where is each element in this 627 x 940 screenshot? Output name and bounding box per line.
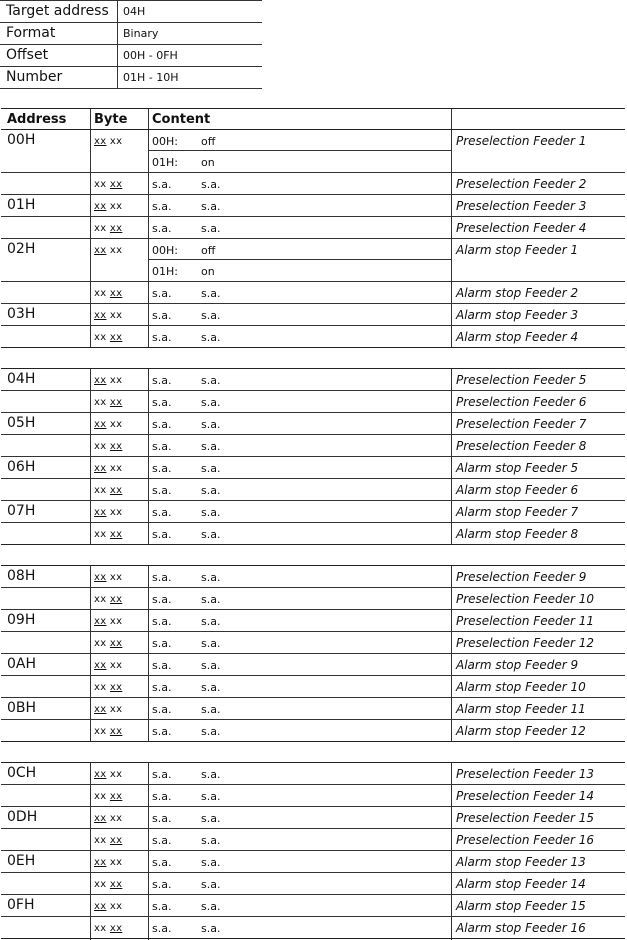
address-group xyxy=(1,130,625,348)
address-block xyxy=(1,894,625,938)
info-value: 01H - 10H xyxy=(123,71,179,84)
content-value-cell: s.a. xyxy=(152,200,172,213)
info-value: 04H xyxy=(123,5,146,18)
byte-high: xx xyxy=(109,660,123,671)
content-meaning-cell: s.a. xyxy=(201,418,221,431)
content-meaning-cell: s.a. xyxy=(201,681,221,694)
description-cell: Preselection Feeder 7 xyxy=(456,417,587,431)
table-row xyxy=(1,173,625,194)
byte-cell xyxy=(94,223,122,234)
byte-cell xyxy=(94,441,122,452)
byte-high: xx xyxy=(109,529,123,540)
description-cell: Alarm stop Feeder 16 xyxy=(456,921,586,935)
byte-low: xx xyxy=(94,923,107,934)
content-meaning-cell: s.a. xyxy=(201,331,221,344)
table-row xyxy=(1,260,625,282)
byte-low: xx xyxy=(94,223,107,234)
byte-cell xyxy=(94,245,122,256)
content-value-cell: s.a. xyxy=(152,331,172,344)
description-cell: Alarm stop Feeder 3 xyxy=(456,308,579,322)
description-cell: Preselection Feeder 13 xyxy=(456,767,594,781)
description-cell: Alarm stop Feeder 11 xyxy=(456,702,586,716)
byte-low: xx xyxy=(94,835,107,846)
byte-high: xx xyxy=(109,791,123,802)
address-group xyxy=(1,566,625,742)
description-cell: Preselection Feeder 9 xyxy=(456,570,587,584)
content-value-cell: s.a. xyxy=(152,506,172,519)
byte-cell xyxy=(94,791,122,802)
content-value-cell: 01H: xyxy=(152,265,178,278)
content-meaning-cell: s.a. xyxy=(201,659,221,672)
content-value-cell: 00H: xyxy=(152,135,178,148)
byte-low: xx xyxy=(94,245,107,256)
table-row xyxy=(1,479,625,500)
byte-low: xx xyxy=(94,375,107,386)
address-cell: 0AH xyxy=(7,656,37,672)
byte-cell xyxy=(94,726,122,737)
content-value-cell: s.a. xyxy=(152,484,172,497)
content-value-cell: s.a. xyxy=(152,396,172,409)
address-block xyxy=(1,303,625,347)
group-spacer xyxy=(1,742,625,763)
byte-low: xx xyxy=(94,441,107,452)
content-value-cell: s.a. xyxy=(152,593,172,606)
byte-cell xyxy=(94,923,122,934)
byte-low: xx xyxy=(94,594,107,605)
content-meaning-cell: s.a. xyxy=(201,506,221,519)
content-value-cell: s.a. xyxy=(152,178,172,191)
byte-cell xyxy=(94,136,122,147)
address-cell: 0FH xyxy=(7,897,35,913)
byte-cell xyxy=(94,682,122,693)
table-row xyxy=(1,566,625,588)
info-value: Binary xyxy=(123,27,159,40)
byte-low: xx xyxy=(94,572,107,583)
table-row xyxy=(1,588,625,609)
address-cell: 0DH xyxy=(7,809,38,825)
content-meaning-cell: s.a. xyxy=(201,178,221,191)
content-meaning-cell: s.a. xyxy=(201,374,221,387)
content-meaning-cell: s.a. xyxy=(201,812,221,825)
description-cell: Preselection Feeder 5 xyxy=(456,373,587,387)
byte-low: xx xyxy=(94,682,107,693)
byte-high: xx xyxy=(109,288,123,299)
byte-high: xx xyxy=(109,332,123,343)
description-cell: Preselection Feeder 14 xyxy=(456,789,594,803)
content-meaning-cell: s.a. xyxy=(201,725,221,738)
byte-cell xyxy=(94,397,122,408)
byte-low: xx xyxy=(94,616,107,627)
content-meaning-cell: s.a. xyxy=(201,790,221,803)
content-value-cell: s.a. xyxy=(152,287,172,300)
byte-high: xx xyxy=(109,201,123,212)
info-row-format xyxy=(0,23,262,45)
description-cell: Preselection Feeder 8 xyxy=(456,439,587,453)
byte-cell xyxy=(94,507,122,518)
content-value-cell: s.a. xyxy=(152,768,172,781)
description-cell: Alarm stop Feeder 2 xyxy=(456,286,579,300)
byte-cell xyxy=(94,485,122,496)
byte-low: xx xyxy=(94,310,107,321)
address-cell: 0EH xyxy=(7,853,36,869)
byte-cell xyxy=(94,463,122,474)
content-meaning-cell: on xyxy=(201,265,215,278)
byte-cell xyxy=(94,288,122,299)
info-value: 00H - 0FH xyxy=(123,49,178,62)
description-cell: Preselection Feeder 6 xyxy=(456,395,587,409)
byte-high: xx xyxy=(109,857,123,868)
byte-high: xx xyxy=(109,879,123,890)
table-row xyxy=(1,457,625,479)
table-row xyxy=(1,435,625,456)
content-meaning-cell: off xyxy=(201,244,216,257)
byte-cell xyxy=(94,813,122,824)
byte-low: xx xyxy=(94,201,107,212)
address-block xyxy=(1,697,625,741)
byte-low: xx xyxy=(94,463,107,474)
byte-cell xyxy=(94,835,122,846)
address-cell: 08H xyxy=(7,568,36,584)
description-cell: Alarm stop Feeder 9 xyxy=(456,658,579,672)
byte-high: xx xyxy=(109,616,123,627)
table-row xyxy=(1,151,625,173)
byte-cell xyxy=(94,857,122,868)
byte-low: xx xyxy=(94,397,107,408)
byte-low: xx xyxy=(94,901,107,912)
content-value-cell: s.a. xyxy=(152,462,172,475)
byte-high: xx xyxy=(109,419,123,430)
byte-cell xyxy=(94,660,122,671)
byte-cell xyxy=(94,332,122,343)
content-value-cell: s.a. xyxy=(152,637,172,650)
byte-low: xx xyxy=(94,507,107,518)
description-cell: Preselection Feeder 11 xyxy=(456,614,594,628)
address-block xyxy=(1,806,625,850)
byte-low: xx xyxy=(94,791,107,802)
content-meaning-cell: s.a. xyxy=(201,878,221,891)
info-key: Number xyxy=(6,69,63,85)
byte-high: xx xyxy=(109,397,123,408)
address-group xyxy=(1,763,625,939)
content-meaning-cell: s.a. xyxy=(201,703,221,716)
byte-cell xyxy=(94,769,122,780)
table-row xyxy=(1,130,625,151)
group-spacer xyxy=(1,545,625,566)
group-spacer xyxy=(1,348,625,369)
address-block xyxy=(1,369,625,412)
table-row xyxy=(1,610,625,632)
byte-cell xyxy=(94,879,122,890)
content-meaning-cell: s.a. xyxy=(201,637,221,650)
description-cell: Preselection Feeder 15 xyxy=(456,811,594,825)
table-row xyxy=(1,720,625,741)
byte-low: xx xyxy=(94,879,107,890)
description-cell: Preselection Feeder 3 xyxy=(456,199,587,213)
byte-high: xx xyxy=(109,463,123,474)
byte-high: xx xyxy=(109,310,123,321)
byte-high: xx xyxy=(109,835,123,846)
table-row xyxy=(1,654,625,676)
description-cell: Alarm stop Feeder 6 xyxy=(456,483,579,497)
header-content: Content xyxy=(152,112,211,127)
content-meaning-cell: s.a. xyxy=(201,462,221,475)
description-cell: Preselection Feeder 1 xyxy=(456,134,587,148)
byte-low: xx xyxy=(94,332,107,343)
address-cell: 01H xyxy=(7,197,36,213)
description-cell: Preselection Feeder 12 xyxy=(456,636,594,650)
content-meaning-cell: s.a. xyxy=(201,309,221,322)
byte-low: xx xyxy=(94,726,107,737)
byte-cell xyxy=(94,704,122,715)
table-row xyxy=(1,217,625,238)
byte-low: xx xyxy=(94,288,107,299)
byte-high: xx xyxy=(109,813,123,824)
byte-high: xx xyxy=(109,485,123,496)
byte-low: xx xyxy=(94,660,107,671)
address-block xyxy=(1,238,625,303)
byte-high: xx xyxy=(109,572,123,583)
byte-high: xx xyxy=(109,923,123,934)
byte-high: xx xyxy=(109,769,123,780)
content-value-cell: s.a. xyxy=(152,615,172,628)
description-cell: Alarm stop Feeder 1 xyxy=(456,243,579,257)
byte-high: xx xyxy=(109,245,123,256)
address-cell: 09H xyxy=(7,612,36,628)
content-meaning-cell: s.a. xyxy=(201,834,221,847)
register-table xyxy=(1,108,625,939)
address-block xyxy=(1,609,625,653)
address-cell: 02H xyxy=(7,241,36,257)
table-row xyxy=(1,413,625,435)
byte-low: xx xyxy=(94,136,107,147)
description-cell: Alarm stop Feeder 12 xyxy=(456,724,586,738)
byte-high: xx xyxy=(109,441,123,452)
description-cell: Preselection Feeder 16 xyxy=(456,833,594,847)
table-row xyxy=(1,873,625,894)
byte-cell xyxy=(94,419,122,430)
content-value-cell: s.a. xyxy=(152,878,172,891)
content-meaning-cell: s.a. xyxy=(201,768,221,781)
content-value-cell: s.a. xyxy=(152,703,172,716)
table-row xyxy=(1,829,625,850)
content-meaning-cell: s.a. xyxy=(201,200,221,213)
address-cell: 0BH xyxy=(7,700,37,716)
content-value-cell: s.a. xyxy=(152,856,172,869)
table-row xyxy=(1,698,625,720)
byte-cell xyxy=(94,901,122,912)
byte-high: xx xyxy=(109,594,123,605)
table-row xyxy=(1,785,625,806)
content-meaning-cell: s.a. xyxy=(201,856,221,869)
address-block xyxy=(1,653,625,697)
table-row xyxy=(1,523,625,544)
byte-cell xyxy=(94,638,122,649)
content-value-cell: s.a. xyxy=(152,528,172,541)
byte-low: xx xyxy=(94,704,107,715)
table-row xyxy=(1,282,625,303)
table-row xyxy=(1,917,625,938)
byte-high: xx xyxy=(109,179,123,190)
byte-high: xx xyxy=(109,136,123,147)
table-row xyxy=(1,239,625,260)
content-value-cell: s.a. xyxy=(152,571,172,584)
byte-high: xx xyxy=(109,704,123,715)
description-cell: Alarm stop Feeder 7 xyxy=(456,505,579,519)
address-cell: 04H xyxy=(7,371,36,387)
byte-low: xx xyxy=(94,529,107,540)
table-header xyxy=(1,108,625,130)
table-row xyxy=(1,391,625,412)
content-value-cell: s.a. xyxy=(152,374,172,387)
address-cell: 06H xyxy=(7,459,36,475)
address-cell: 00H xyxy=(7,132,36,148)
info-key: Offset xyxy=(6,47,49,63)
byte-low: xx xyxy=(94,485,107,496)
byte-high: xx xyxy=(109,507,123,518)
table-row xyxy=(1,326,625,347)
table-row xyxy=(1,304,625,326)
description-cell: Preselection Feeder 2 xyxy=(456,177,587,191)
description-cell: Alarm stop Feeder 14 xyxy=(456,877,586,891)
byte-low: xx xyxy=(94,179,107,190)
info-key: Target address xyxy=(6,3,109,19)
address-block xyxy=(1,194,625,238)
table-row xyxy=(1,676,625,697)
description-cell: Alarm stop Feeder 10 xyxy=(456,680,586,694)
content-value-cell: s.a. xyxy=(152,659,172,672)
description-cell: Alarm stop Feeder 13 xyxy=(456,855,586,869)
content-value-cell: s.a. xyxy=(152,725,172,738)
table-row xyxy=(1,369,625,391)
byte-high: xx xyxy=(109,638,123,649)
address-cell: 07H xyxy=(7,503,36,519)
content-meaning-cell: s.a. xyxy=(201,440,221,453)
address-block xyxy=(1,456,625,500)
table-row xyxy=(1,807,625,829)
content-meaning-cell: on xyxy=(201,156,215,169)
description-cell: Preselection Feeder 4 xyxy=(456,221,587,235)
content-value-cell: s.a. xyxy=(152,222,172,235)
byte-low: xx xyxy=(94,638,107,649)
byte-cell xyxy=(94,310,122,321)
content-value-cell: s.a. xyxy=(152,418,172,431)
header-byte: Byte xyxy=(94,112,128,127)
table-row xyxy=(1,195,625,217)
content-meaning-cell: s.a. xyxy=(201,593,221,606)
content-value-cell: s.a. xyxy=(152,440,172,453)
info-row-number xyxy=(0,67,262,89)
content-value-cell: s.a. xyxy=(152,922,172,935)
info-key: Format xyxy=(6,25,56,41)
description-cell: Alarm stop Feeder 4 xyxy=(456,330,579,344)
byte-high: xx xyxy=(109,223,123,234)
content-value-cell: s.a. xyxy=(152,681,172,694)
byte-cell xyxy=(94,179,122,190)
byte-cell xyxy=(94,529,122,540)
content-meaning-cell: s.a. xyxy=(201,528,221,541)
byte-low: xx xyxy=(94,769,107,780)
address-block xyxy=(1,850,625,894)
byte-low: xx xyxy=(94,419,107,430)
content-meaning-cell: s.a. xyxy=(201,484,221,497)
content-meaning-cell: s.a. xyxy=(201,396,221,409)
content-value-cell: s.a. xyxy=(152,790,172,803)
address-cell: 05H xyxy=(7,415,36,431)
address-cell: 03H xyxy=(7,306,36,322)
content-meaning-cell: s.a. xyxy=(201,571,221,584)
table-row xyxy=(1,851,625,873)
byte-cell xyxy=(94,594,122,605)
byte-cell xyxy=(94,201,122,212)
address-block xyxy=(1,566,625,609)
content-value-cell: s.a. xyxy=(152,900,172,913)
content-meaning-cell: s.a. xyxy=(201,287,221,300)
byte-high: xx xyxy=(109,375,123,386)
address-group xyxy=(1,369,625,545)
byte-high: xx xyxy=(109,726,123,737)
description-cell: Alarm stop Feeder 5 xyxy=(456,461,579,475)
byte-high: xx xyxy=(109,901,123,912)
table-row xyxy=(1,895,625,917)
content-meaning-cell: off xyxy=(201,135,216,148)
address-block xyxy=(1,763,625,806)
byte-cell xyxy=(94,616,122,627)
address-block xyxy=(1,412,625,456)
header-address: Address xyxy=(7,112,67,127)
info-table xyxy=(0,0,262,89)
info-row-offset xyxy=(0,45,262,67)
table-row xyxy=(1,501,625,523)
byte-cell xyxy=(94,375,122,386)
table-row xyxy=(1,632,625,653)
info-row-target-address xyxy=(0,0,262,23)
content-meaning-cell: s.a. xyxy=(201,615,221,628)
byte-cell xyxy=(94,572,122,583)
content-meaning-cell: s.a. xyxy=(201,900,221,913)
table-row xyxy=(1,763,625,785)
content-value-cell: s.a. xyxy=(152,309,172,322)
description-cell: Alarm stop Feeder 15 xyxy=(456,899,586,913)
address-block xyxy=(1,130,625,194)
content-value-cell: s.a. xyxy=(152,812,172,825)
byte-high: xx xyxy=(109,682,123,693)
address-cell: 0CH xyxy=(7,765,37,781)
content-value-cell: 00H: xyxy=(152,244,178,257)
byte-low: xx xyxy=(94,813,107,824)
content-value-cell: s.a. xyxy=(152,834,172,847)
description-cell: Preselection Feeder 10 xyxy=(456,592,594,606)
content-value-cell: 01H: xyxy=(152,156,178,169)
description-cell: Alarm stop Feeder 8 xyxy=(456,527,579,541)
content-meaning-cell: s.a. xyxy=(201,222,221,235)
address-block xyxy=(1,500,625,544)
byte-low: xx xyxy=(94,857,107,868)
content-meaning-cell: s.a. xyxy=(201,922,221,935)
